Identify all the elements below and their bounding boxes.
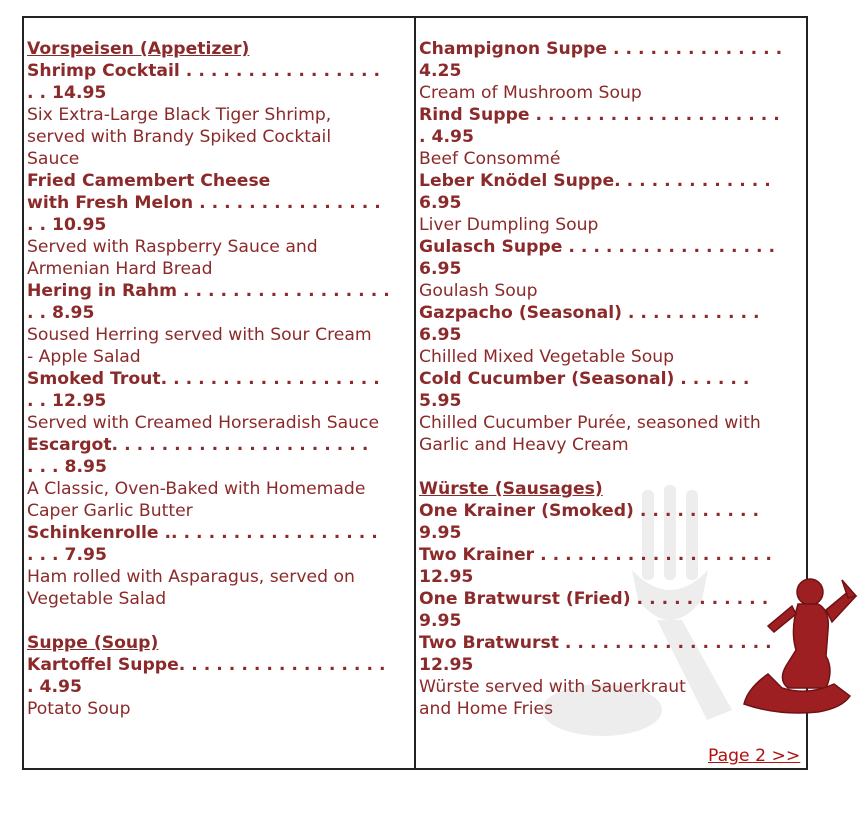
- menu-item-name: One Krainer (Smoked) . . . . . . . . . .: [419, 501, 759, 521]
- menu-item-description: - Apple Salad: [27, 347, 141, 367]
- menu-item-price: 6.95: [419, 325, 462, 345]
- section-heading: Suppe (Soup): [27, 633, 159, 653]
- section-gap: [27, 610, 411, 632]
- menu-item-price: . . 12.95: [27, 391, 107, 411]
- menu-item-price: . . 8.95: [27, 303, 95, 323]
- menu-item-name: Cold Cucumber (Seasonal) . . . . . .: [419, 369, 750, 389]
- menu-item-price: 5.95: [419, 391, 462, 411]
- menu-item-description: Chilled Cucumber Purée, seasoned with: [419, 413, 761, 433]
- menu-item-name: Two Krainer . . . . . . . . . . . . . . . . . . .: [419, 545, 772, 565]
- menu-item-description: Goulash Soup: [419, 281, 538, 301]
- soup-sausage-column: [419, 38, 803, 720]
- column-divider: [414, 16, 416, 770]
- menu-item-description: Soused Herring served with Sour Cream: [27, 325, 372, 345]
- menu-item-description: served with Brandy Spiked Cocktail: [27, 127, 332, 147]
- appetizer-soup-column: [27, 38, 411, 720]
- menu-item-description: Vegetable Salad: [27, 589, 167, 609]
- menu-item-name: Escargot. . . . . . . . . . . . . . . . . . . . .: [27, 435, 369, 455]
- menu-item-price: . . . 7.95: [27, 545, 107, 565]
- menu-item-name: Leber Knödel Suppe. . . . . . . . . . . . .: [419, 171, 771, 191]
- menu-item-name: Shrimp Cocktail . . . . . . . . . . . . . . . .: [27, 61, 381, 81]
- menu-item-description: Six Extra-Large Black Tiger Shrimp,: [27, 105, 332, 125]
- menu-item-description: Sauce: [27, 149, 80, 169]
- menu-item-description: Armenian Hard Bread: [27, 259, 213, 279]
- menu-item-price: . 4.95: [27, 677, 82, 697]
- menu-item-description: Ham rolled with Asparagus, served on: [27, 567, 355, 587]
- menu-item-name: with Fresh Melon . . . . . . . . . . . . . . .: [27, 193, 381, 213]
- menu-item-description: Chilled Mixed Vegetable Soup: [419, 347, 675, 367]
- menu-item-price: 6.95: [419, 259, 462, 279]
- menu-item-description: Liver Dumpling Soup: [419, 215, 599, 235]
- menu-item-price: . . 14.95: [27, 83, 107, 103]
- menu-item-name: Schinkenrolle .. . . . . . . . . . . . . . . . .: [27, 523, 378, 543]
- menu-item-name: Fried Camembert Cheese: [27, 171, 271, 191]
- section-heading: Würste (Sausages): [419, 479, 603, 499]
- section-gap: [419, 456, 803, 478]
- menu-item-description: Potato Soup: [27, 699, 131, 719]
- menu-item-description: Served with Creamed Horseradish Sauce: [27, 413, 380, 433]
- menu-item-description: and Home Fries: [419, 699, 554, 719]
- menu-item-price: . 4.95: [419, 127, 474, 147]
- menu-item-description: A Classic, Oven-Baked with Homemade: [27, 479, 366, 499]
- menu-item-price: 9.95: [419, 611, 462, 631]
- menu-item-description: Cream of Mushroom Soup: [419, 83, 642, 103]
- menu-item-name: One Bratwurst (Fried) . . . . . . . . . . .: [419, 589, 769, 609]
- menu-item-name: Kartoffel Suppe. . . . . . . . . . . . . . . . .: [27, 655, 386, 675]
- next-page-link[interactable]: Page 2 >>: [708, 746, 801, 766]
- menu-item-name: Gazpacho (Seasonal) . . . . . . . . . . .: [419, 303, 760, 323]
- menu-item-name: Champignon Suppe . . . . . . . . . . . . . .: [419, 39, 783, 59]
- menu-item-name: Hering in Rahm . . . . . . . . . . . . . . . . .: [27, 281, 390, 301]
- menu-item-description: Served with Raspberry Sauce and: [27, 237, 318, 257]
- menu-item-price: 4.25: [419, 61, 462, 81]
- menu-item-description: Caper Garlic Butter: [27, 501, 193, 521]
- menu-item-description: Garlic and Heavy Cream: [419, 435, 629, 455]
- menu-item-description: Beef Consommé: [419, 149, 561, 169]
- menu-item-price: . . 10.95: [27, 215, 107, 235]
- section-heading: Vorspeisen (Appetizer): [27, 39, 250, 59]
- menu-item-description: Würste served with Sauerkraut: [419, 677, 686, 697]
- menu-item-price: 12.95: [419, 655, 474, 675]
- menu-item-name: Gulasch Suppe . . . . . . . . . . . . . . . . .: [419, 237, 776, 257]
- menu-item-price: 9.95: [419, 523, 462, 543]
- menu-item-price: 6.95: [419, 193, 462, 213]
- menu-item-name: Smoked Trout. . . . . . . . . . . . . . . . . .: [27, 369, 380, 389]
- menu-item-name: Rind Suppe . . . . . . . . . . . . . . . . . . . .: [419, 105, 780, 125]
- menu-item-name: Two Bratwurst . . . . . . . . . . . . . . . . .: [419, 633, 772, 653]
- menu-item-price: 12.95: [419, 567, 474, 587]
- menu-item-price: . . . 8.95: [27, 457, 107, 477]
